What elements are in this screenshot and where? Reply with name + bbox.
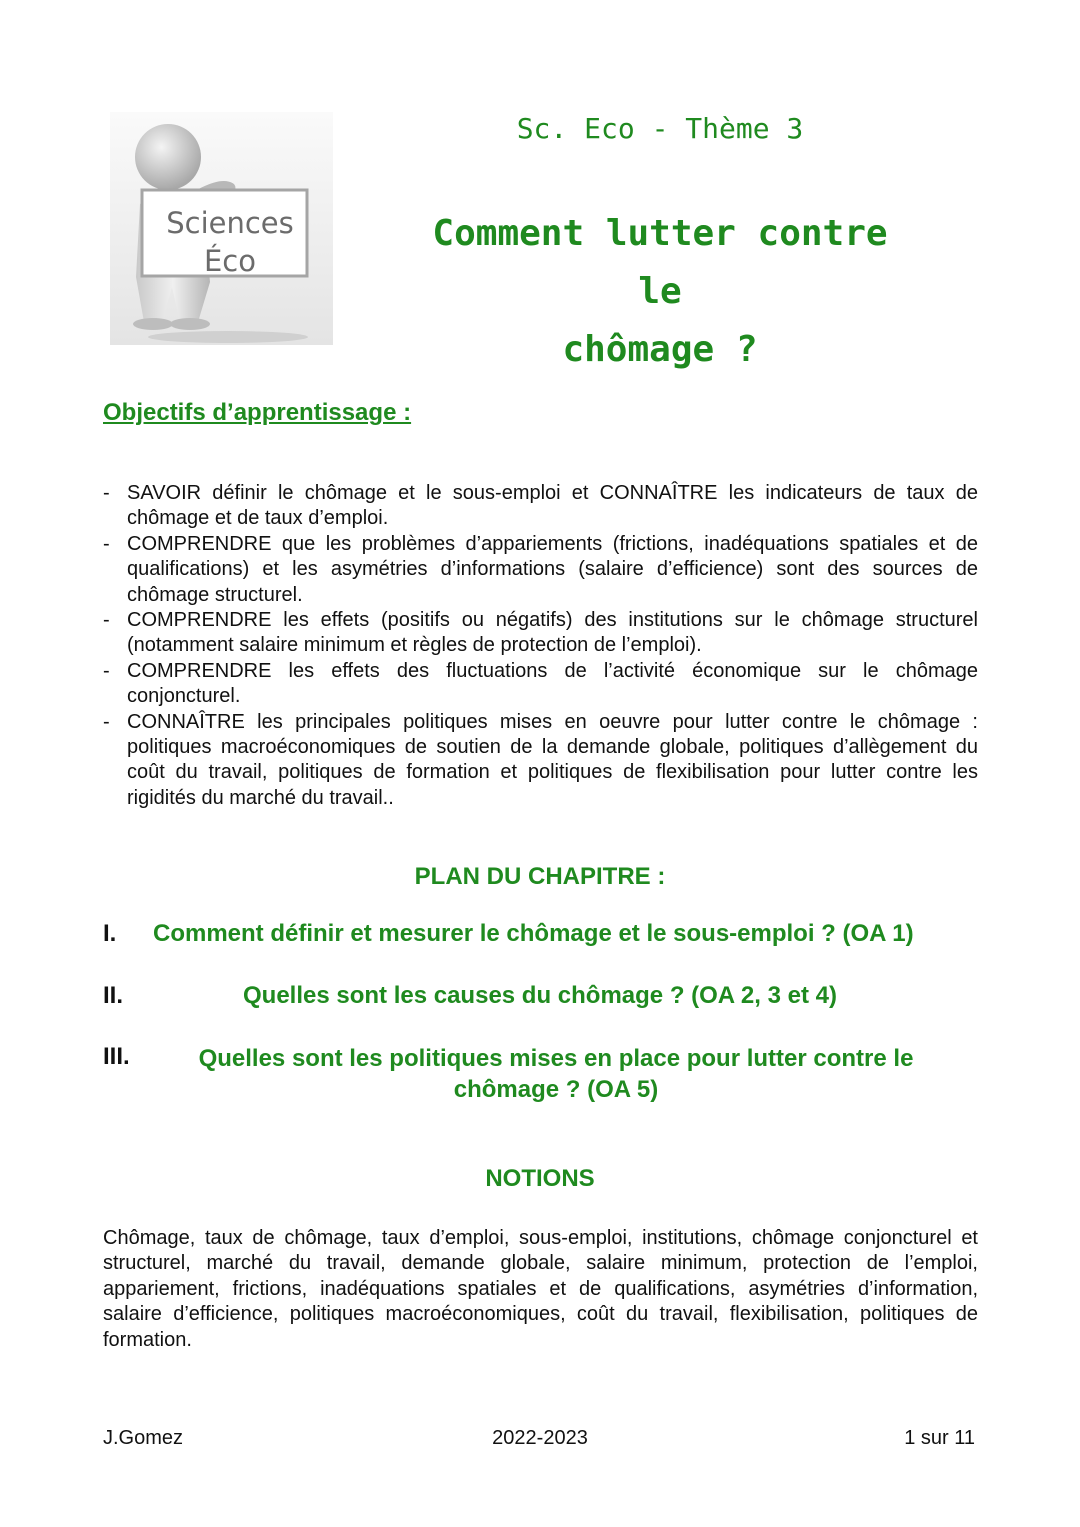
- objectives-heading: Objectifs d’apprentissage :: [103, 399, 412, 426]
- objective-item: [103, 710, 978, 812]
- plan-item-3-number: III.: [103, 1043, 130, 1070]
- plan-item-3-line2: chômage ? (OA 5): [453, 1076, 659, 1103]
- page-title-line2: chômage ?: [562, 329, 758, 370]
- footer-year: 2022-2023: [492, 1427, 588, 1449]
- page-title: [410, 205, 910, 379]
- objective-text: COMPRENDRE que les problèmes d’appariements (frictions, inadéquations spatiales et de qualifications) et les asymétries d’informations (salaire d’efficience) sont des sources de chômage structurel.: [127, 532, 978, 606]
- logo-text-line1: Sciences: [166, 206, 294, 240]
- plan-heading: PLAN DU CHAPITRE :: [414, 863, 666, 890]
- bullet-dash: -: [103, 609, 110, 632]
- notions-heading: NOTIONS: [485, 1165, 595, 1192]
- bullet-dash: -: [103, 482, 110, 504]
- objective-text: COMPRENDRE les effets des fluctuations de l’activité économique sur le chômage conjoncturel.: [127, 659, 978, 708]
- plan-item-3-line1: Quelles sont les politiques mises en place pour lutter contre le: [198, 1045, 914, 1072]
- objective-item: [103, 532, 978, 608]
- plan-item-3-text: [150, 1043, 962, 1105]
- logo-text-line2: Éco: [203, 244, 256, 278]
- notions-text: Chômage, taux de chômage, taux d’emploi, sous-emploi, institutions, chômage conjoncturel et structurel, marché du travail, demande globale, salaire minimum, protection de l’emploi, appariement, frictions, inadéquations spatiales et de qualifications, asymétries d’information, salaire d’efficience, politiques macroéconomiques, coût du travail, flexibilisation, politiques de formation.: [103, 1227, 978, 1351]
- plan-item-1-text: Comment définir et mesurer le chômage et le sous-emploi ? (OA 1): [153, 920, 914, 947]
- objective-item: [103, 608, 978, 659]
- objective-text: SAVOIR définir le chômage et le sous-emploi et CONNAÎTRE les indicateurs de taux de chômage et de taux d’emploi.: [127, 482, 978, 530]
- page-title-line1: Comment lutter contre le: [432, 213, 888, 312]
- bullet-dash: -: [103, 532, 110, 555]
- bullet-dash: -: [103, 710, 110, 733]
- theme-label: Sc. Eco - Thème 3: [516, 112, 804, 145]
- bullet-dash: -: [103, 659, 110, 682]
- objective-item: [103, 481, 978, 532]
- objective-item: [103, 659, 978, 710]
- plan-item-2-number: II.: [103, 982, 124, 1009]
- plan-item-1-number: I.: [103, 920, 117, 947]
- objective-text: CONNAÎTRE les principales politiques mises en oeuvre pour lutter contre le chômage : politiques macroéconomiques de soutien de la demande globale, politiques d’allègement du coût du travail, politiques de formation et politiques de flexibilisation pour lutter contre les rigidités du marché du travail..: [127, 710, 978, 809]
- footer-page-number: 1 sur 11: [904, 1427, 975, 1449]
- logo-text: [150, 204, 310, 280]
- sciences-eco-logo: [110, 112, 333, 345]
- objective-text: COMPRENDRE les effets (positifs ou négatifs) des institutions sur le chômage structurel (notamment salaire minimum et règles de protection de l’emploi).: [127, 609, 978, 657]
- plan-item-2-text: Quelles sont les causes du chômage ? (OA 2, 3 et 4): [243, 982, 837, 1009]
- objectives-list: [103, 481, 978, 811]
- footer-author: J.Gomez: [103, 1427, 184, 1449]
